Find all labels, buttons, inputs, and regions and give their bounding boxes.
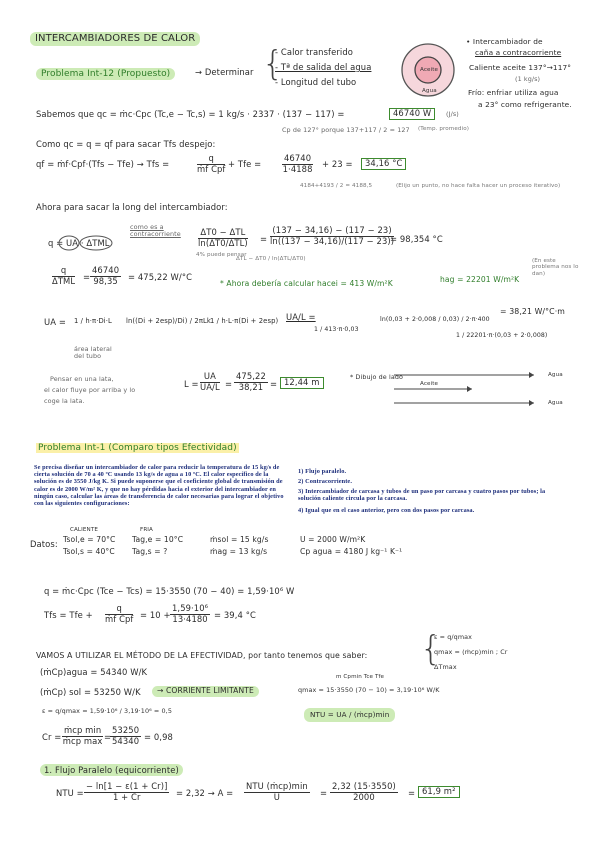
cr-frac: [62, 726, 103, 746]
ntu-frac2: [244, 782, 310, 802]
lmtd-frac2: [270, 226, 394, 246]
lateral-area-note: área lateral del tubo: [74, 345, 112, 361]
qmax-header: m Cpmin Tce Tfe: [336, 674, 385, 680]
ua-den2: 98,35: [93, 275, 118, 286]
tfs2-num2: 1,59·10⁶: [172, 603, 209, 613]
side-drawing-note: * Dibujo de lado: [350, 373, 404, 381]
cr-num2: 53250: [112, 725, 140, 735]
hag-side-note: (En este problema nos lo dan): [532, 258, 579, 277]
flow-label-mid: Aceite: [420, 381, 439, 387]
data-r2-c4: Cp agua = 4180 J kg⁻¹ K⁻¹: [300, 547, 403, 556]
lmtd-num2: (137 − 34,16) − (117 − 23): [270, 226, 394, 237]
note-line-3: Caliente aceite 137°→117°: [469, 63, 572, 72]
page-title: INTERCAMBIADORES DE CALOR: [30, 32, 200, 46]
tfs2-frac2: [170, 604, 210, 624]
heat-unit: (J/s): [446, 110, 459, 118]
col-hot: CALIENTE: [70, 527, 98, 533]
ntu-definition-box: NTU = UA / (ṁcp)min: [304, 708, 395, 722]
determine-item-2: - Tª de salida del agua: [275, 62, 372, 72]
ual-term-1: 1 / 413·π·0,03: [314, 326, 359, 333]
data-r2-c1: Tsol,s = 40°C: [63, 547, 115, 556]
lmtd-note-a: 4% puede pensar: [196, 252, 247, 258]
length-den2: 38,21: [238, 381, 264, 392]
equality-statement: Como qc = q = qf para sacar Tfs despejo:: [36, 139, 216, 149]
cr-den2: 54340: [112, 735, 140, 746]
qmax-line: qmax = 15·3550 (70 − 10) = 3,19·10⁶ W/K: [298, 686, 440, 694]
length-num2: 475,22: [236, 371, 266, 381]
cr-num: ṁcp min: [64, 725, 102, 735]
length-den: UA/L: [200, 381, 220, 392]
note-line-2: caña a contracorriente: [475, 48, 562, 57]
think-note-1: Pensar en una lata,: [50, 375, 114, 383]
note-line-4: (1 kg/s): [515, 75, 541, 83]
ntu-a: NTU =: [56, 788, 84, 798]
option-3: 3) Intercambiador de carcasa y tubos de un paso por carcasa y cuatro pasos por tubos; la solución caliente circula por la carcasa.: [298, 488, 546, 503]
brace-2: {: [420, 629, 442, 669]
tfs-frac-num: q: [197, 154, 225, 165]
ntu-den2: U: [273, 791, 280, 802]
effectiveness-line: VAMOS A UTILIZAR EL MÉTODO DE LA EFECTIVIDAD, por tanto tenemos que saber:: [36, 651, 368, 660]
determine-item-1: - Calor transferido: [275, 47, 353, 57]
ntu-den3: 2000: [353, 791, 375, 802]
flow-label-top: Agua: [548, 372, 563, 378]
heat-result: 46740 W: [389, 108, 435, 120]
length-frac2: [234, 372, 268, 392]
think-note-2: el calor fluye por arriba y lo: [44, 386, 136, 394]
ntu-den: 1 + Cr: [112, 791, 141, 802]
ntu-frac: [84, 782, 169, 802]
mcp-solution: (ṁCp) sol = 53250 W/K: [40, 687, 141, 697]
limiting-stream: → CORRIENTE LIMITANTE: [152, 686, 259, 697]
cr-b: =: [104, 732, 112, 742]
flow-label-bottom: Agua: [548, 400, 563, 406]
tfs-frac: [197, 154, 225, 174]
determine-arrow: → Determinar: [195, 67, 254, 77]
data-r2-c3: ṁag = 13 kg/s: [210, 547, 268, 556]
data-r1-c1: Tsol,e = 70°C: [63, 535, 116, 544]
ntu-c: =: [320, 788, 328, 798]
note-line-1: • Intercambiador de: [466, 37, 543, 46]
tfs2-frac: [105, 604, 133, 624]
tfs2-den2: 13·4180: [172, 613, 208, 624]
ual-term-2: ln(0,03 + 2·0,008 / 0,03) / 2·π·400: [380, 316, 490, 323]
length-frac: [200, 372, 220, 392]
ual-term-3: 1 / 22201·π·(0,03 + 2·0,008): [456, 332, 548, 339]
diagram-inner-label: Aceite: [420, 67, 439, 73]
heat-note-a: Cp de 127° porque 137+117 / 2 = 127: [282, 126, 410, 134]
data-r1-c2: Tag,e = 10°C: [132, 535, 184, 544]
tfs2-num: q: [105, 604, 133, 615]
tfs-eq-c: + 23 =: [322, 159, 353, 169]
ua-term-3: 1 / h·L·π(Di + 2esp): [210, 317, 279, 325]
lmtd-den: ln(ΔT0/ΔTL): [198, 237, 248, 248]
brace: {: [262, 44, 284, 84]
ntu-frac3: [330, 782, 398, 802]
countercurrent-note: como es a contracorriente: [130, 223, 181, 239]
lmtd-result: = 98,354 °C: [390, 234, 443, 244]
ntu-b: = 2,32 → A =: [176, 788, 234, 798]
tfs-eq-b: + Tfe =: [228, 159, 262, 169]
tfs2-a: Tfs = Tfe +: [44, 610, 93, 620]
flow1-heading-text: 1. Flujo Paralelo (equicorriente): [40, 764, 183, 776]
hag-note: hag = 22201 W/m²K: [440, 275, 520, 284]
tfs-eq-a: qf = ṁf·Cpf·(Tfs − Tfe) → Tfs =: [36, 159, 170, 169]
lmtd-num: ΔT0 − ΔTL: [198, 228, 248, 239]
tfs2-result: = 39,4 °C: [214, 610, 256, 620]
col-cold: FRIA: [140, 527, 153, 533]
ntu-num: − ln[1 − ε(1 + Cr)]: [86, 781, 168, 791]
ua-term-2: ln((Di + 2esp)/Di) / 2πLk: [126, 317, 211, 325]
tfs2-b: = 10 +: [140, 610, 171, 620]
epsilon-line: ε = q/qmax = 1,59·10⁶ / 3,19·10⁶ = 0,5: [42, 707, 172, 715]
tfs-frac-den: ṁf Cpf: [197, 163, 226, 174]
ua-label: UA =: [44, 317, 66, 327]
lmtd-eq-sign: =: [260, 234, 268, 244]
heat-note-b: (Temp. promedio): [418, 126, 469, 132]
heat-equation: Sabemos que qc = ṁc·Cpc (Tc,e − Tc,s) = 1 kg/s · 2337 · (137 − 117) =: [36, 109, 345, 119]
eff-item-1: ε = q/qmax: [434, 633, 473, 641]
length-eq2: =: [270, 379, 278, 389]
determine-item-3: - Longitud del tubo: [275, 77, 357, 87]
tfs-result: 34,16 °C: [361, 158, 406, 170]
tfs2-den: ṁf Cpf: [105, 613, 134, 624]
ua-den: ΔTML: [52, 275, 76, 286]
ua-eq: =: [83, 272, 91, 282]
iteration-note: (Elijo un punto, no hace falta hacer un proceso iterativo): [396, 183, 561, 189]
data-r1-c4: U = 2000 W/m²K: [300, 535, 366, 544]
h-note: * Ahora debería calcular hacei = 413 W/m²K: [220, 279, 393, 288]
length-eq: =: [225, 379, 233, 389]
ual-label: UA/L =: [286, 312, 316, 322]
length-heading: Ahora para sacar la long del intercambiador:: [36, 202, 228, 212]
data-r2-c2: Tag,s = ?: [132, 547, 168, 556]
lmtd-frac: [198, 228, 248, 248]
ntu-num2: NTU (ṁcp)min: [246, 781, 308, 791]
tfs-frac2-num: 46740: [284, 153, 312, 163]
problem-statement: Se precisa diseñar un intercambiador de calor para reducir la temperatura de 15 kg/s de cierta solución de 70 a 40 ºC usando 13 kg/s de agua a 10 ºC. El calor específico de la solución es de 3550 J/kg K. Si puede suponerse que el coeficiente global de transmisión de calor es de 2000 W/m² K, y que no hay pérdidas hacia el exterior del intercambiador en ningún caso, calcular las áreas de transferencia de calor necesarias para lograr el objetivo con las siguientes configuraciones:: [34, 464, 284, 508]
circle-marks: [58, 234, 114, 252]
ua-result: = 475,22 W/°C: [128, 272, 193, 282]
problem-1-heading: Problema Int-1 (Comparo tipos Efectividad): [38, 443, 237, 453]
area-result: 61,9 m²: [418, 786, 460, 798]
ntu-num3: 2,32 (15·3550): [332, 781, 396, 791]
cr-a: Cr =: [42, 732, 62, 742]
think-note-3: coge la lata.: [44, 397, 85, 405]
ua-frac: [52, 266, 75, 286]
ua-frac2: [90, 266, 121, 286]
ual-result: = 38,21 W/°C·m: [500, 307, 565, 316]
length-label: L =: [184, 379, 199, 389]
cr-den: ṁcp max: [62, 735, 103, 746]
flow1-heading: [40, 766, 183, 776]
cp-average-note: 4184+4193 / 2 = 4188,5: [300, 183, 373, 189]
note-line-5: Frío: enfriar utiliza agua: [468, 88, 559, 97]
option-4: 4) Igual que en el caso anterior, pero con dos pasos por carcasa.: [298, 507, 475, 514]
cr-frac2: [110, 726, 141, 746]
length-num: UA: [200, 372, 220, 383]
eff-item-3: ΔTmax: [434, 663, 457, 671]
area-eq: =: [408, 788, 416, 798]
q-line: q = ṁc·Cpc (Tce − Tcs) = 15·3550 (70 − 40) = 1,59·10⁶ W: [44, 586, 295, 596]
lmtd-note-b: ΔTL − ΔT0 / ln(ΔTL/ΔT0): [236, 256, 306, 262]
option-1: 1) Flujo paralelo.: [298, 468, 347, 475]
problem-12-heading: Problema Int-12 (Propuesto): [36, 68, 175, 80]
eff-item-2: qmax = (ṁcp)min ; Cr: [434, 648, 508, 656]
ua-term-1: 1 / h·π·Di·L: [74, 317, 112, 325]
ua-num: q: [52, 266, 75, 277]
diagram-outer-label: Agua: [422, 88, 437, 94]
data-r1-c3: ṁsol = 15 kg/s: [210, 535, 269, 544]
option-2: 2) Contracorriente.: [298, 478, 353, 485]
ua-num2: 46740: [92, 265, 120, 275]
tfs-frac2: [282, 154, 313, 174]
cr-result: = 0,98: [144, 732, 173, 742]
lmtd-den2: ln((137 − 34,16)/(117 − 23)): [270, 235, 395, 246]
flow-arrows-diagram: [392, 368, 542, 412]
mcp-water: (ṁCp)agua = 54340 W/K: [40, 667, 148, 677]
note-line-6: a 23° como refrigerante.: [478, 100, 572, 109]
tfs-frac2-den: 1·4188: [282, 163, 313, 174]
q-ua-text: q = UA · ΔTML: [48, 238, 110, 248]
data-label: Datos:: [30, 539, 58, 549]
length-result: 12,44 m: [280, 377, 324, 389]
